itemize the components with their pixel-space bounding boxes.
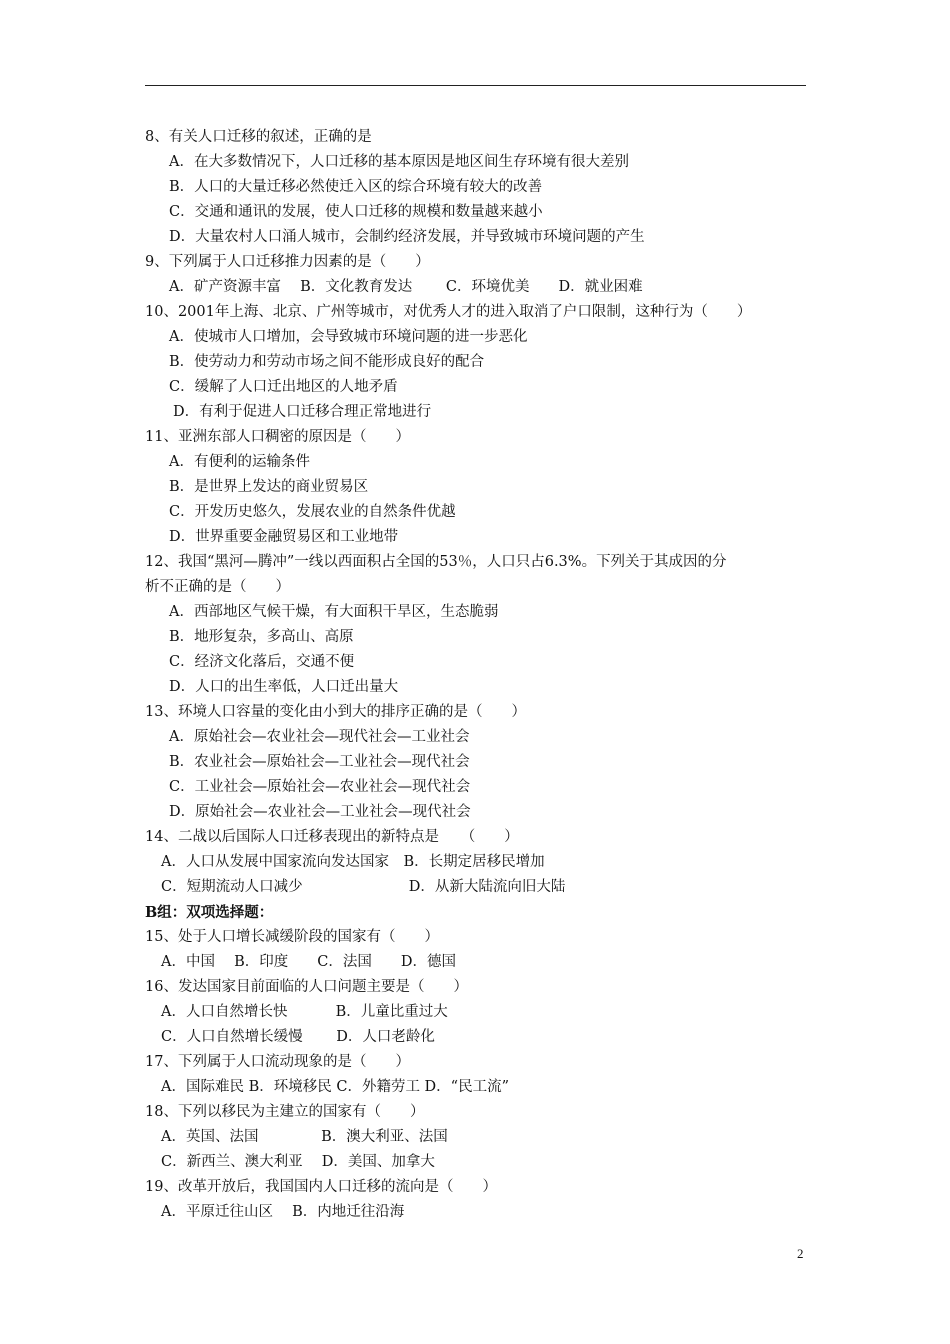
option-line: D．人口的出生率低，人口迁出量大 <box>169 679 399 695</box>
question-line: 16、发达国家目前面临的人口问题主要是（ ） <box>145 979 468 995</box>
option-line: A．人口自然增长快 B．儿童比重过大 <box>161 1004 448 1020</box>
option-line: D．大量农村人口涌人城市，会制约经济发展，并导致城市环境问题的产生 <box>169 229 645 245</box>
question-line: 9、下列属于人口迁移推力因素的是（ ） <box>145 254 430 270</box>
option-line: C．开发历史悠久，发展农业的自然条件优越 <box>169 504 456 520</box>
question-line: 17、下列属于人口流动现象的是（ ） <box>145 1054 410 1070</box>
option-line: A．英国、法国 B．澳大利亚、法国 <box>161 1129 448 1145</box>
option-line: B．农业社会—原始社会—工业社会—现代社会 <box>169 754 470 770</box>
option-line: C．交通和通讯的发展，使人口迁移的规模和数量越来越小 <box>169 204 543 220</box>
option-line: C．人口自然增长缓慢 D．人口老龄化 <box>161 1029 435 1045</box>
header-rule <box>145 85 806 86</box>
question-line: B组：双项选择题： <box>145 904 274 921</box>
option-line: C．新西兰、澳大利亚 D．美国、加拿大 <box>161 1154 435 1170</box>
option-line: A．中国 B．印度 C．法国 D．德国 <box>161 954 456 970</box>
document-body <box>145 125 845 1225</box>
page-number: 2 <box>797 1246 804 1261</box>
question-line: 析不正确的是（ ） <box>145 579 290 595</box>
question-line: 8、有关人口迁移的叙述，正确的是 <box>145 129 372 145</box>
option-line: A．在大多数情况下，人口迁移的基本原因是地区间生存环境有很大差别 <box>169 154 629 170</box>
option-line: A．有便利的运输条件 <box>169 454 310 470</box>
option-line: D．原始社会—农业社会—工业社会—现代社会 <box>169 804 471 820</box>
option-line: B．人口的大量迁移必然使迁入区的综合环境有较大的改善 <box>169 179 543 195</box>
option-line: C．短期流动人口减少 D．从新大陆流向旧大陆 <box>161 879 566 895</box>
question-line: 12、我国“黑河—腾冲”一线以西面积占全国的53％，人口只占6.3%。下列关于其成因的分 <box>145 554 727 570</box>
question-line: 18、下列以移民为主建立的国家有（ ） <box>145 1104 425 1120</box>
question-line: 19、改革开放后，我国国内人口迁移的流向是（ ） <box>145 1179 497 1195</box>
option-line: A．原始社会—农业社会—现代社会—工业社会 <box>169 729 470 745</box>
option-line: C．缓解了人口迁出地区的人地矛盾 <box>169 379 398 395</box>
option-line: A．人口从发展中国家流向发达国家 B．长期定居移民增加 <box>161 854 545 870</box>
question-line: 13、环境人口容量的变化由小到大的排序正确的是（ ） <box>145 704 526 720</box>
option-line: C．经济文化落后，交通不便 <box>169 654 355 670</box>
option-line: A．使城市人口增加，会导致城市环境问题的进一步恶化 <box>169 329 528 345</box>
question-line: 11、亚洲东部人口稠密的原因是（ ） <box>145 429 410 445</box>
option-line: A．西部地区气候干燥，有大面积干旱区，生态脆弱 <box>169 604 499 620</box>
option-line: B．使劳动力和劳动市场之间不能形成良好的配合 <box>169 354 485 370</box>
option-line: B．地形复杂，多高山、高原 <box>169 629 354 645</box>
option-line: A．矿产资源丰富 B．文化教育发达 C．环境优美 D．就业困难 <box>169 279 643 295</box>
question-line: 10、2001年上海、北京、广州等城市，对优秀人才的进入取消了户口限制，这种行为（ ） <box>145 304 752 320</box>
option-line: A．国际难民 B．环境移民 C．外籍劳工 D．“民工流” <box>161 1079 509 1095</box>
option-line: A．平原迁往山区 B．内地迁往沿海 <box>161 1204 405 1220</box>
question-line: 15、处于人口增长减缓阶段的国家有（ ） <box>145 929 439 945</box>
option-line: D．有利于促进人口迁移合理正常地进行 <box>173 404 432 420</box>
option-line: D．世界重要金融贸易区和工业地带 <box>169 529 399 545</box>
option-line: B．是世界上发达的商业贸易区 <box>169 479 369 495</box>
question-line: 14、二战以后国际人口迁移表现出的新特点是 （ ） <box>145 829 519 845</box>
option-line: C．工业社会—原始社会—农业社会—现代社会 <box>169 779 471 795</box>
